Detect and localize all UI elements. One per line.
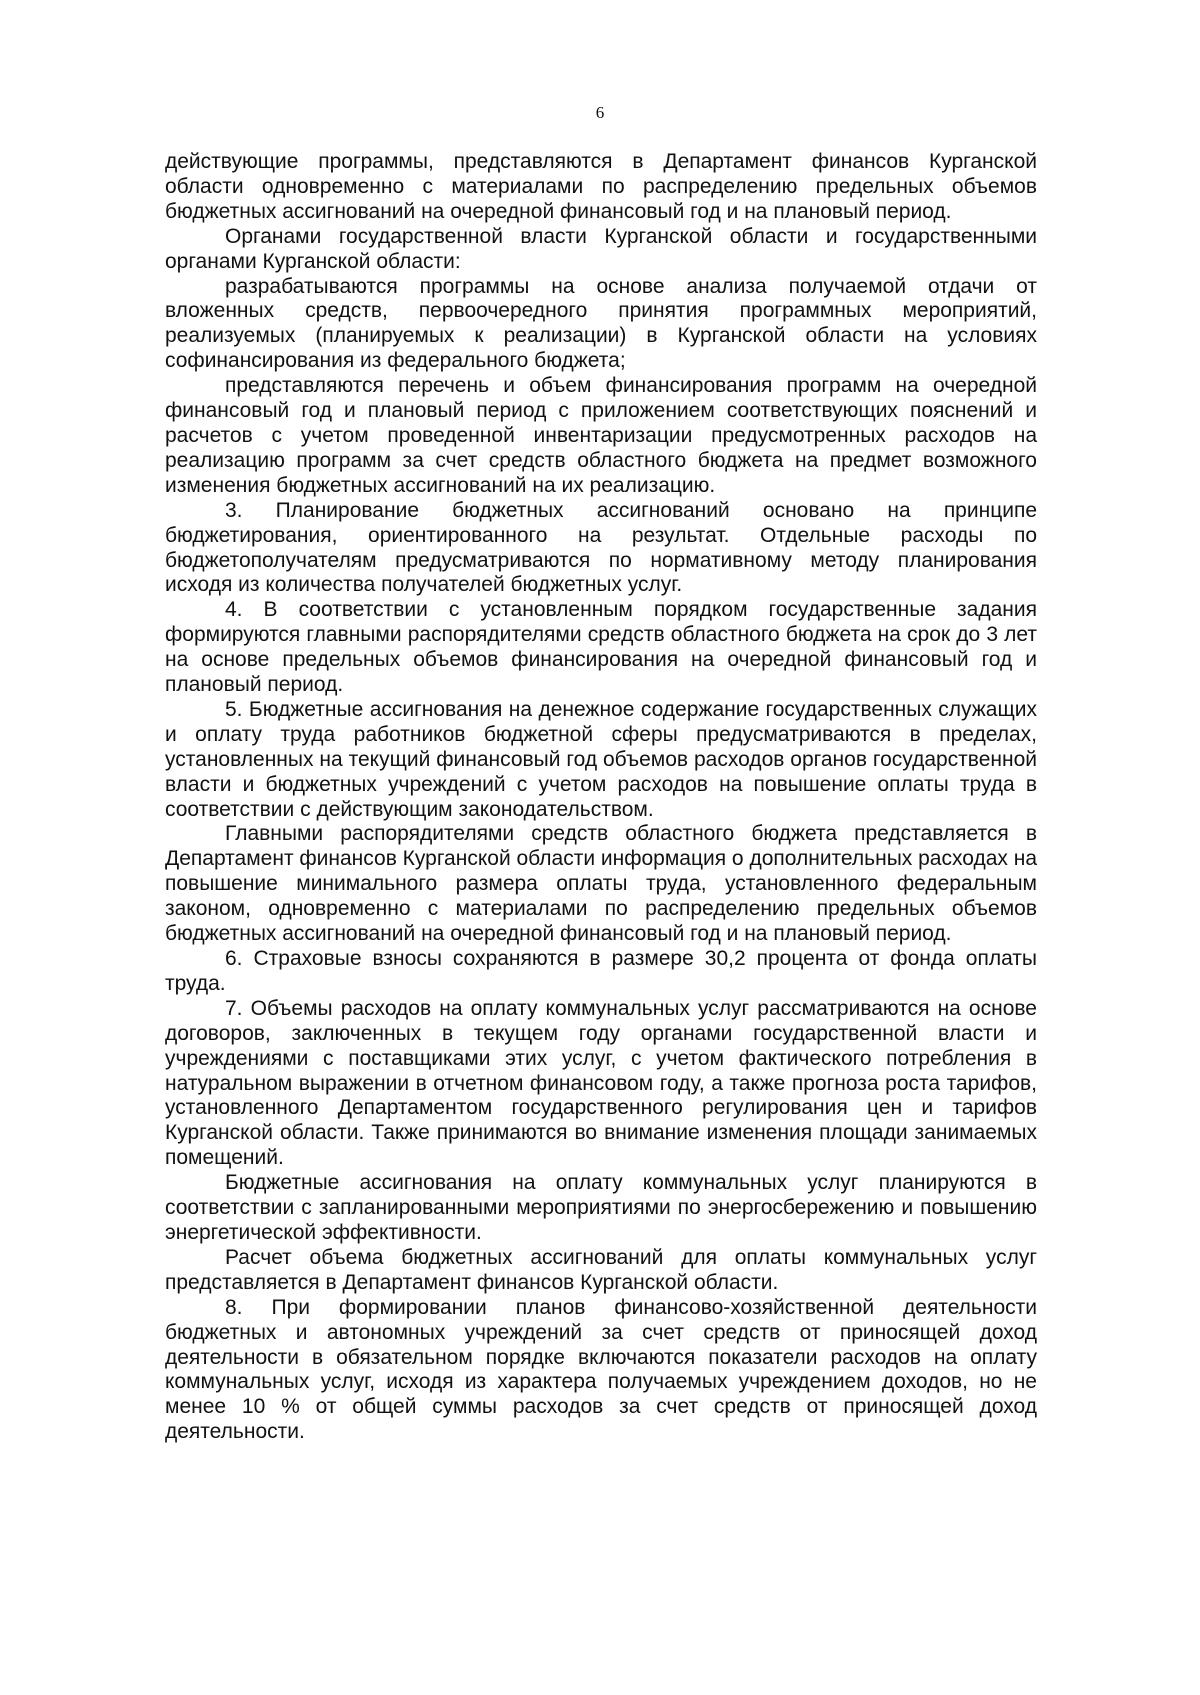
paragraph-item-5: 5. Бюджетные ассигнования на денежное содержание государственных служащих и оплату труда работников бюджетной сферы предусматриваются в пределах, установленных на текущий финансовый год объемов расходов органов государственной власти и бюджетных учреждений с учетом расходов на повышение оплаты труда в соответствии с действующим законодательством.	[165, 697, 1037, 821]
paragraph-continuation: действующие программы, представляются в Департамент финансов Курганской области одновременно с материалами по распределению предельных объемов бюджетных ассигнований на очередной финансовый год и на плановый период.	[165, 150, 1037, 223]
paragraph: Расчет объема бюджетных ассигнований для оплаты коммунальных услуг представляется в Департамент финансов Курганской области.	[165, 1245, 1037, 1294]
paragraph-item-8: 8. При формировании планов финансово-хозяйственной деятельности бюджетных и автономных учреждений за счет средств от приносящей доход деятельности в обязательном порядке включаются показатели расходов на оплату коммунальных услуг, исходя из характера получаемых учреждением доходов, но не менее 10 % от общей суммы расходов за счет средств от приносящей доход деятельности.	[165, 1295, 1037, 1444]
paragraph: представляются перечень и объем финансирования программ на очередной финансовый год и плановый период с приложением соответствующих пояснений и расчетов с учетом проведенной инвентаризации предусмотренных расходов на реализацию программ за счет средств областного бюджета на предмет возможного изменения бюджетных ассигнований на их реализацию.	[165, 374, 1037, 497]
page-number: 6	[595, 103, 605, 122]
paragraph-item-7: 7. Объемы расходов на оплату коммунальных услуг рассматриваются на основе договоров, заключенных в текущем году органами государственной власти и учреждениями с поставщиками этих услуг, с учетом фактического потребления в натуральном выражении в отчетном финансовом году, а также прогноза роста тарифов, установленного Департаментом государственного регулирования цен и тарифов Курганской области. Также принимаются во внимание изменения площади занимаемых помещений.	[165, 996, 1037, 1170]
paragraph: разрабатываются программы на основе анализа получаемой отдачи от вложенных средств, первоочередного принятия программных мероприятий, реализуемых (планируемых к реализации) в Курганской области на условиях софинансирования из федерального бюджета;	[165, 274, 1037, 373]
paragraph-item-6: 6. Страховые взносы сохраняются в размере 30,2 процента от фонда оплаты труда.	[165, 947, 1037, 995]
paragraph-item-3: 3. Планирование бюджетных ассигнований основано на принципе бюджетирования, ориентированного на результат. Отдельные расходы по бюджетополучателям предусматриваются по нормативному методу планирования исходя из количества получателей бюджетных услуг.	[165, 498, 1037, 597]
paragraph: Главными распорядителями средств областного бюджета представляется в Департамент финансов Курганской области информация о дополнительных расходах на повышение минимального размера оплаты труда, установленного федеральным законом, одновременно с материалами по распределению предельных объемов бюджетных ассигнований на очередной финансовый год и на плановый период.	[165, 822, 1038, 946]
paragraph-item-4: 4. В соответствии с установленным порядком государственные задания формируются главными распорядителями средств областного бюджета на срок до 3 лет на основе предельных объемов финансирования на очередной финансовый год и плановый период.	[165, 598, 1037, 697]
document-body	[165, 150, 1037, 1445]
paragraph: Органами государственной власти Курганской области и государственными органами Курганской области:	[165, 224, 1037, 273]
paragraph: Бюджетные ассигнования на оплату коммунальных услуг планируются в соответствии с запланированными мероприятиями по энергосбережению и повышению энергетической эффективности.	[165, 1171, 1037, 1244]
